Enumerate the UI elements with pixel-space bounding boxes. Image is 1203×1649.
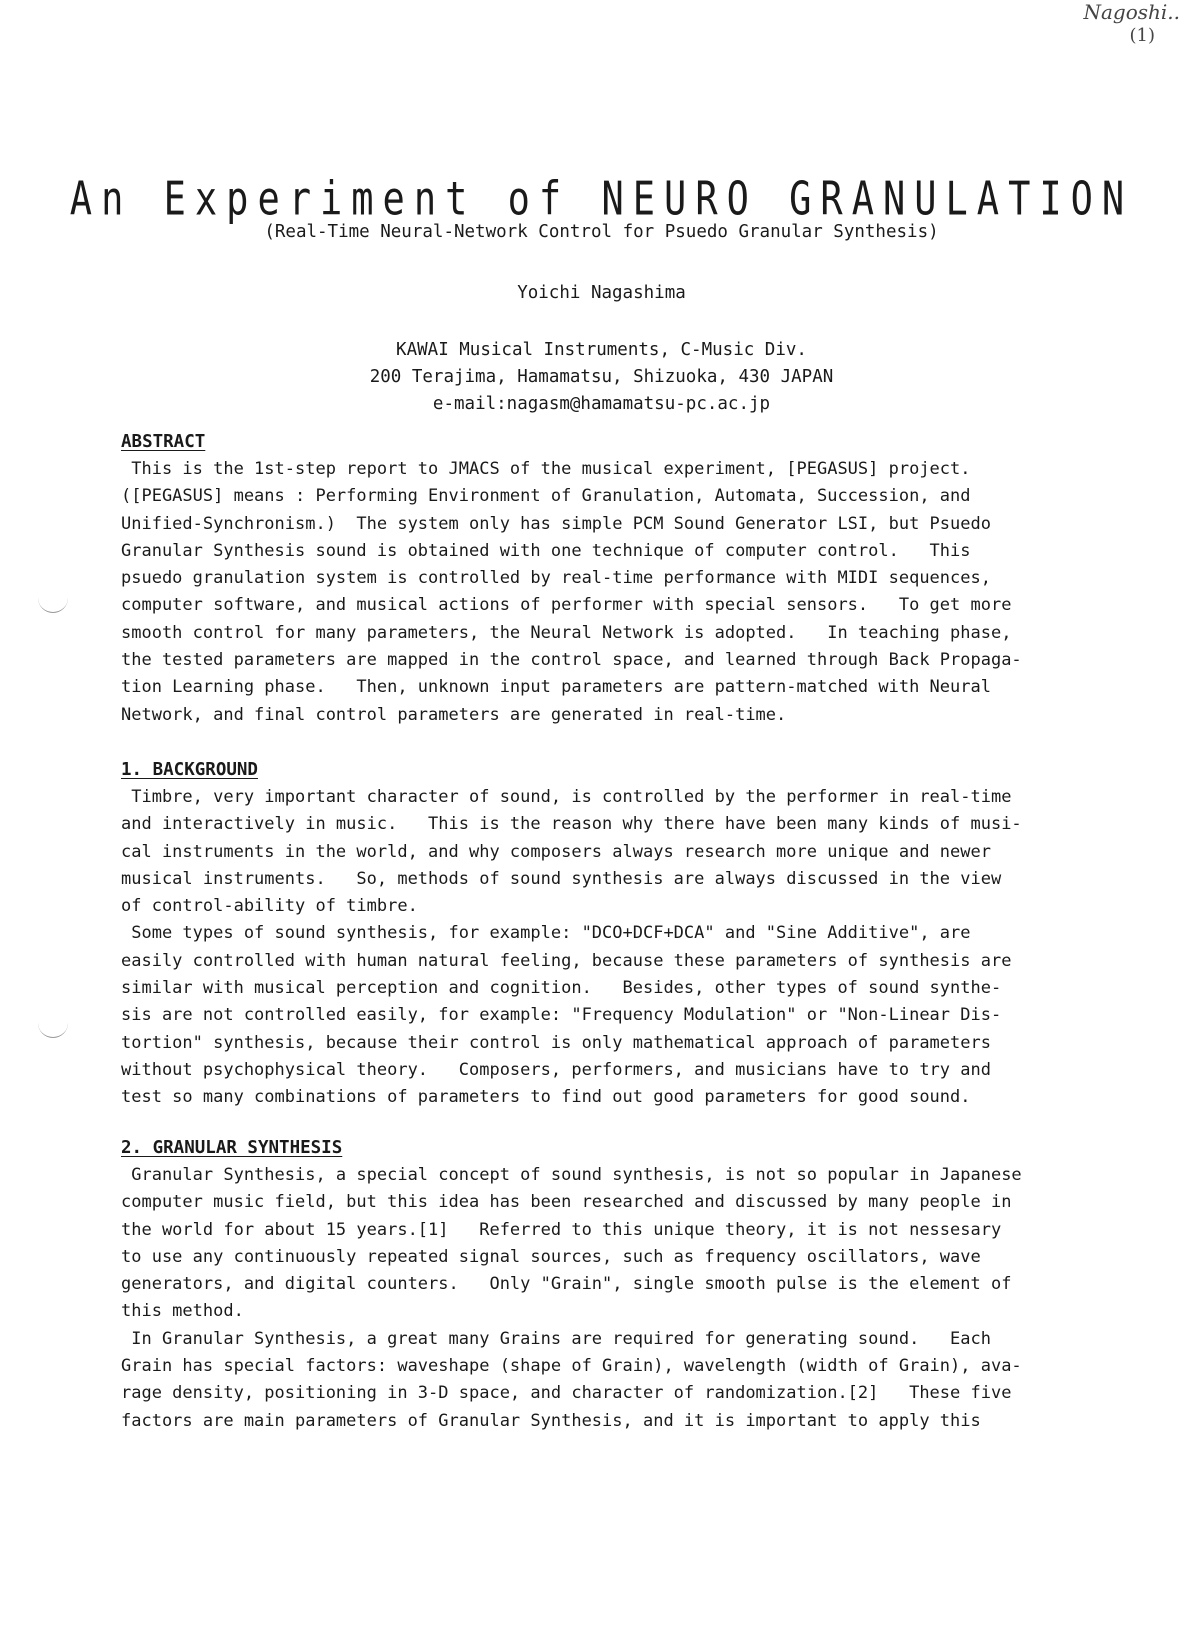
text-line: the tested parameters are mapped in the control space, and learned through Back Propaga- [121, 650, 1022, 671]
text-line: smooth control for many parameters, the Neural Network is adopted. In teaching phase, [121, 622, 1012, 643]
text-line: computer software, and musical actions of performer with special sensors. To get more [121, 595, 1012, 616]
section-heading-granular-synthesis: 2. GRANULAR SYNTHESIS [121, 1138, 343, 1158]
section-body-abstract [121, 456, 1041, 729]
text-line: cal instruments in the world, and why composers always research more unique and newer [121, 841, 991, 862]
text-line: sis are not controlled easily, for example: "Frequency Modulation" or "Non-Linear Dis- [121, 1005, 1002, 1026]
text-line: psuedo granulation system is controlled by real-time performance with MIDI sequences, [121, 568, 991, 589]
text-line: Timbre, very important character of sound, is controlled by the performer in real-time [121, 787, 1012, 807]
text-line: Grain has special factors: waveshape (shape of Grain), wavelength (width of Grain), ava- [121, 1356, 1022, 1377]
text-line: ([PEGASUS] means : Performing Environment of Granulation, Automata, Succession, and [121, 486, 971, 507]
text-line: this method. [121, 1301, 244, 1322]
text-line: without psychophysical theory. Composers, performers, and musicians have to try and [121, 1059, 991, 1080]
text-line: Network, and final control parameters are generated in real-time. [121, 704, 787, 725]
text-line: In Granular Synthesis, a great many Grains are required for generating sound. Each [121, 1328, 991, 1349]
section-heading-abstract: ABSTRACT [121, 432, 206, 452]
affiliation-email: e-mail:nagasm@hamamatsu-pc.ac.jp [432, 394, 771, 414]
text-line: computer music field, but this idea has been researched and discussed by many people in [121, 1192, 1012, 1213]
text-line: This is the 1st-step report to JMACS of the musical experiment, [PEGASUS] project. [121, 459, 971, 479]
section-heading-background: 1. BACKGROUND [121, 760, 258, 780]
text-line: Some types of sound synthesis, for example: "DCO+DCF+DCA" and "Sine Additive", are [121, 923, 971, 944]
text-line: the world for about 15 years.[1] Referred to this unique theory, it is not nessesary [121, 1219, 1002, 1240]
text-line: tortion" synthesis, because their control is only mathematical approach of parameters [121, 1032, 991, 1053]
text-line: rage density, positioning in 3-D space, and character of randomization.[2] These five [121, 1383, 1012, 1404]
text-line: Granular Synthesis sound is obtained with one technique of computer control. This [121, 540, 971, 561]
paper-subtitle: (Real-Time Neural-Network Control for Psuedo Granular Synthesis) [264, 222, 939, 242]
text-line: and interactively in music. This is the reason why there have been many kinds of musi- [121, 814, 1022, 835]
handwritten-note-name: Nagoshi.. [1083, 0, 1180, 24]
section-body-granular-synthesis [121, 1162, 1041, 1435]
handwritten-note [1040, 0, 1180, 48]
section-body-background [121, 784, 1041, 1112]
margin-scan-mark [38, 1015, 68, 1038]
text-line: generators, and digital counters. Only "Grain", single smooth pulse is the element of [121, 1274, 1012, 1295]
paper-title: An Experiment of NEURO GRANULATION [69, 172, 1134, 226]
text-line: tion Learning phase. Then, unknown input parameters are pattern-matched with Neural [121, 677, 991, 698]
text-line: test so many combinations of parameters to find out good parameters for good sound. [121, 1087, 971, 1108]
margin-scan-mark [38, 590, 68, 613]
affiliation-company: KAWAI Musical Instruments, C-Music Div. [396, 340, 807, 360]
author-affiliation [0, 337, 1203, 418]
text-line: to use any continuously repeated signal sources, such as frequency oscillators, wave [121, 1246, 981, 1267]
text-line: easily controlled with human natural feeling, because these parameters of synthesis are [121, 950, 1012, 971]
text-line: Granular Synthesis, a special concept of sound synthesis, is not so popular in Japanese [121, 1165, 1022, 1185]
author-name: Yoichi Nagashima [517, 283, 686, 303]
text-line: similar with musical perception and cognition. Besides, other types of sound synthe- [121, 978, 1002, 999]
handwritten-page-number: (1) [1129, 25, 1155, 46]
text-line: Unified-Synchronism.) The system only has simple PCM Sound Generator LSI, but Psuedo [121, 513, 991, 534]
text-line: of control-ability of timbre. [121, 896, 418, 917]
affiliation-address: 200 Terajima, Hamamatsu, Shizuoka, 430 JAPAN [369, 367, 834, 387]
text-line: musical instruments. So, methods of sound synthesis are always discussed in the view [121, 868, 1002, 889]
text-line: factors are main parameters of Granular Synthesis, and it is important to apply this [121, 1410, 981, 1431]
